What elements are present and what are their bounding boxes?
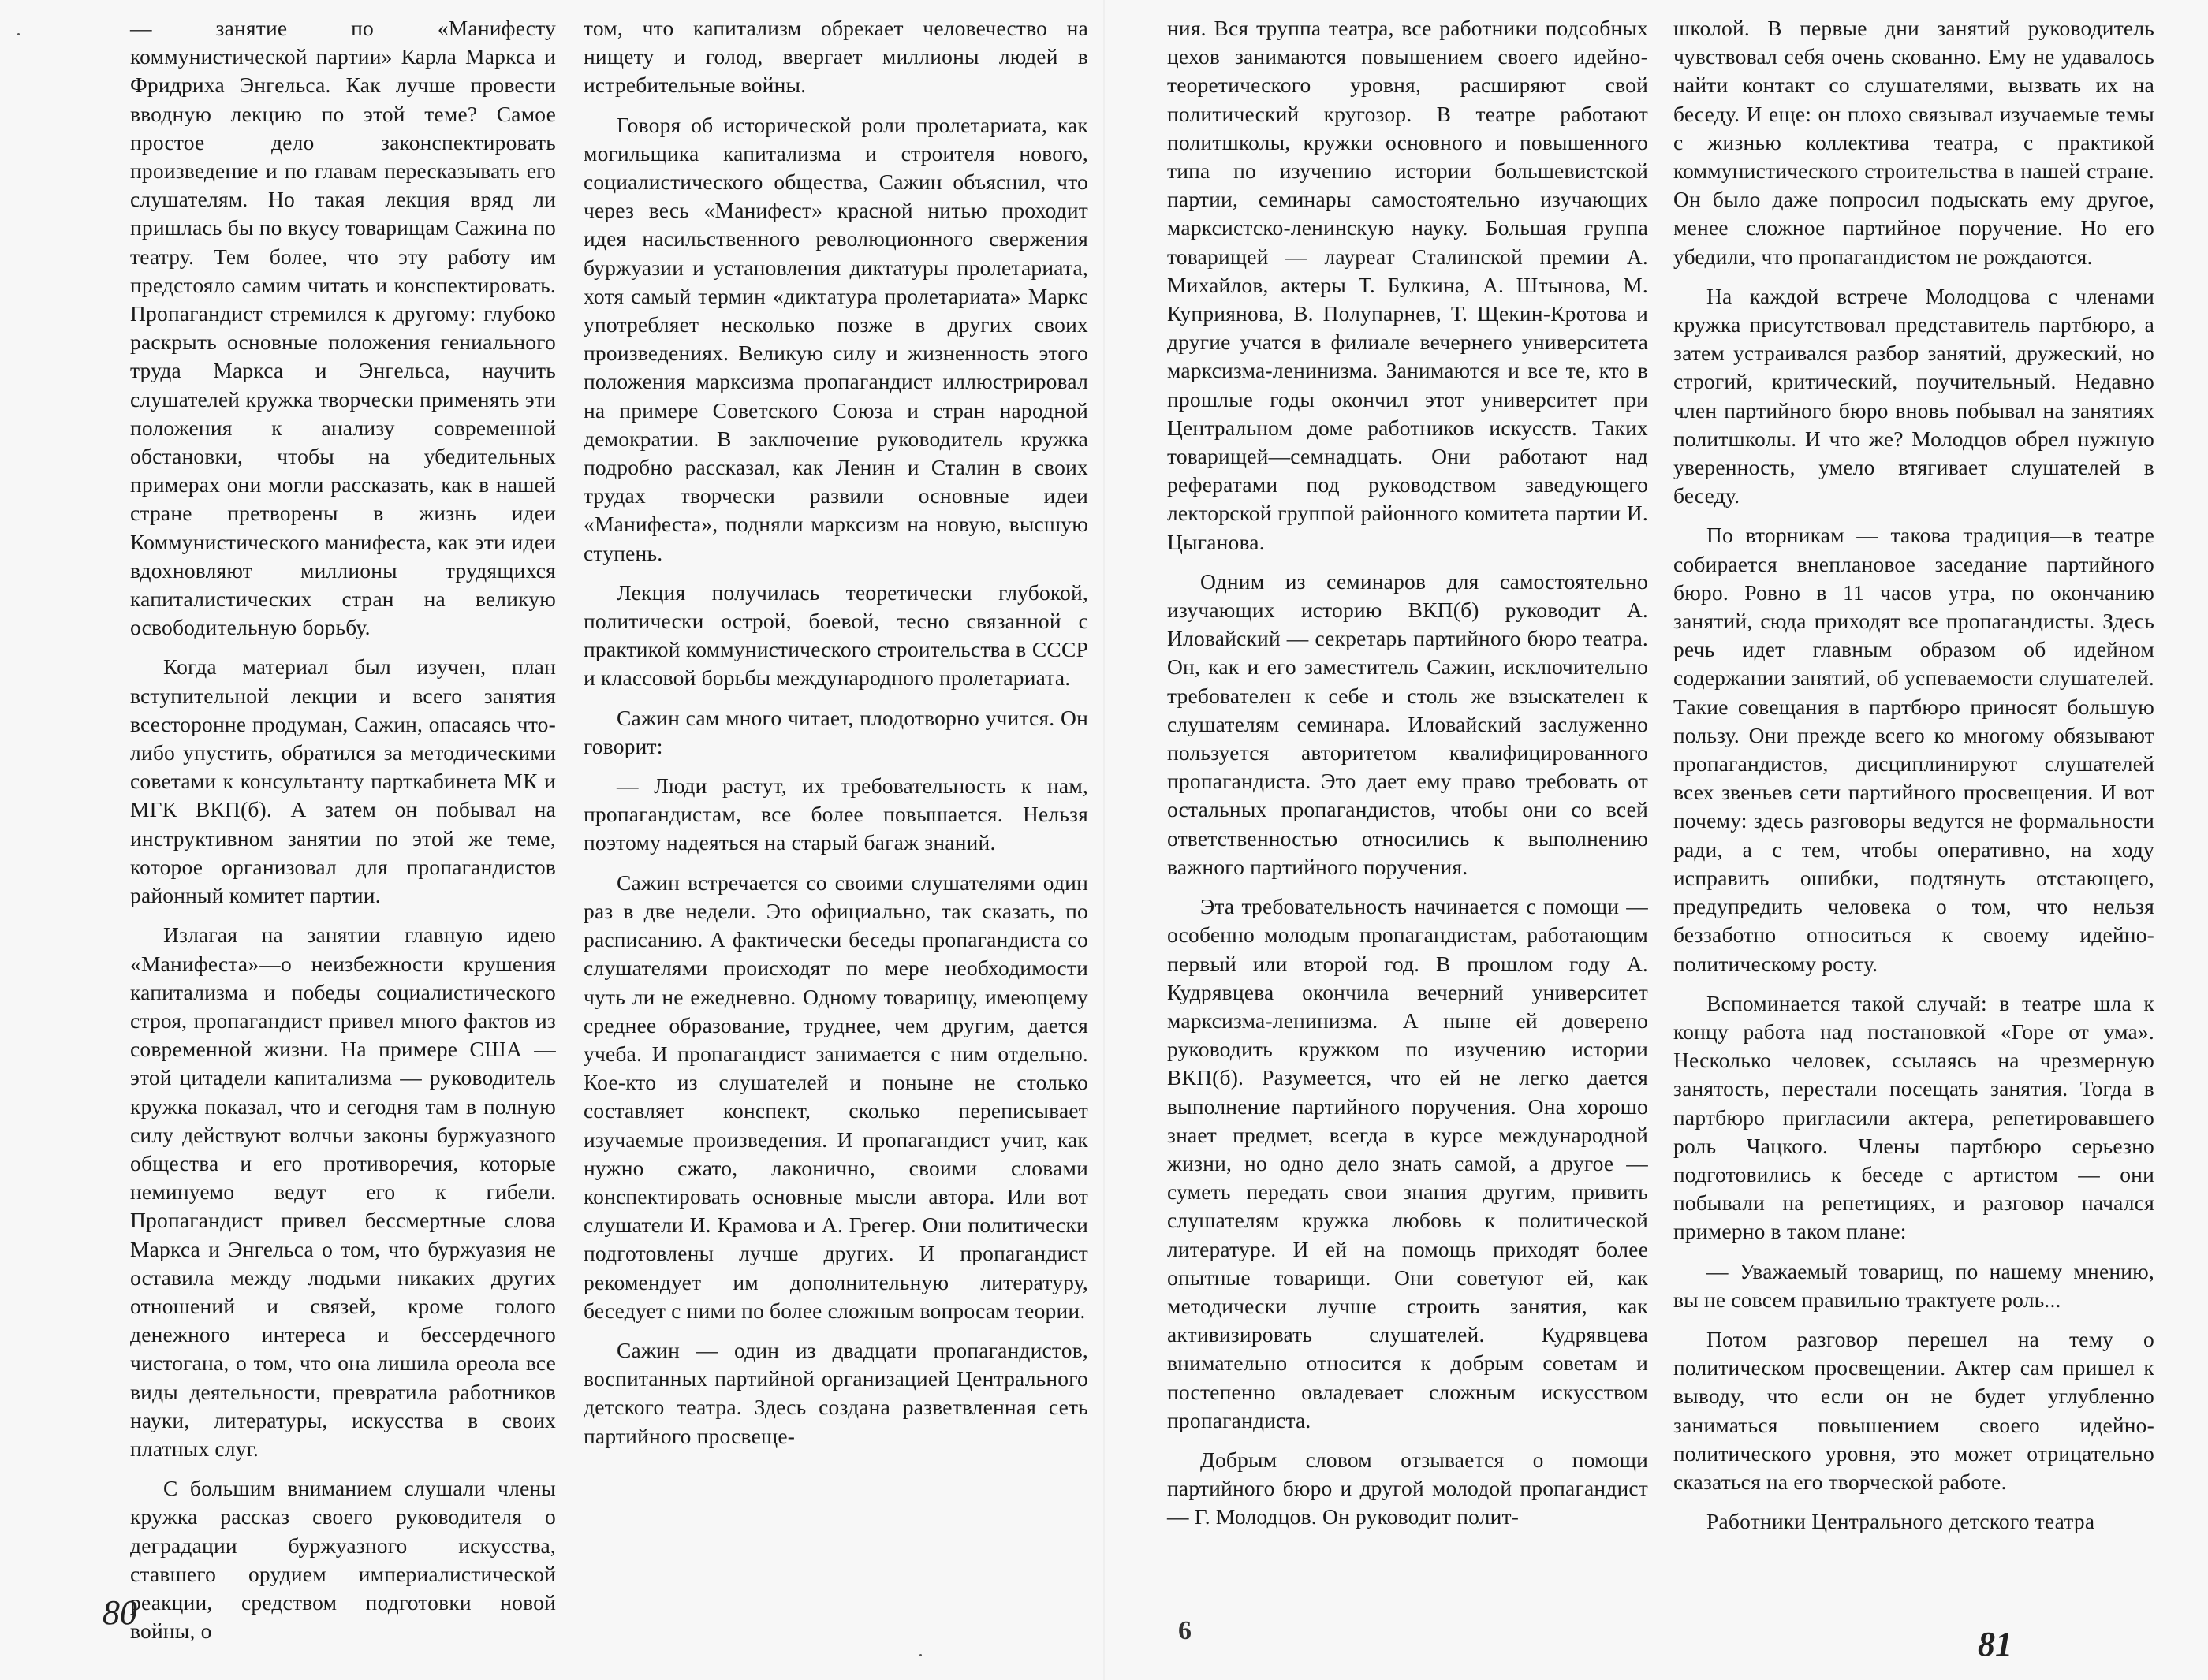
left-page-column-1 (130, 14, 556, 1656)
paragraph: школой. В первые дни занятий руководитель чувствовал себя очень скованно. Ему не удавалось найти контакт со слушателями, вызвать их на беседу. И еще: он плохо связывал изучаемые темы с жизнью коллектива театра, с практикой коммунистического строительства в нашей стране. Он было даже попросил подыскать ему другое, менее сложное партийное поручение. Но его убедили, что пропагандистом не рождаются. (1673, 16, 2154, 269)
paragraph: Говоря об исторической роли пролетариата, как могильщика капитализма и строителя нового, социалистического общества, Сажин объяснил, что через весь «Манифест» красной нитью проходит идея насильственного революционного свержения буржуазии и установления диктатуры пролетариата, хотя самый термин «диктатура пролетариата» Маркс употребляет несколько позже в других своих произведениях. Великую силу и жизненность этого положения марксизма пропагандист иллюстрировал на примере Советского Союза и стран народной демократии. В заключение руководитель кружка подробно рассказал, как Ленин и Сталин в своих трудах творчески развили основные идеи «Манифеста», подняли марксизм на новую, высшую ступень. (584, 112, 1088, 565)
paragraph: — Люди растут, их требовательность к нам, пропагандистам, все более повышается. Нельзя поэтому надеяться на старый багаж знаний. (584, 773, 1088, 855)
paragraph: Сажин — один из двадцати пропагандистов, воспитанных партийной организацией Центрального детского театра. Здесь создана разветвленная сеть партийного просвеще- (584, 1337, 1088, 1448)
paragraph: том, что капитализм обрекает человечество на нищету и голод, ввергает миллионы людей в истребительные войны. (584, 16, 1088, 98)
paragraph: Сажин встречается со своими слушателями один раз в две недели. Это официально, так сказать, по расписанию. А фактически беседы пропагандиста со слушателями происходят по мере необходимости чуть ли не ежедневно. Одному товарищу, имеющему среднее образование, труднее, чем другим, дается учеба. И пропагандист занимается с ним отдельно. Кое-кто из слушателей и поныне не столько составляет конспект, сколько переписывает изучаемые произведения. И пропагандист учит, как нужно сжато, лаконично, своими словами конспектировать основные мысли автора. Или вот слушатели И. Крамова и А. Грегер. Они политически подготовлены лучше других. И пропагандист рекомендует им дополнительную литературу, беседует с ними по более сложным вопросам теории. (584, 870, 1088, 1323)
paragraph: ния. Вся труппа театра, все работники подсобных цехов занимаются повышением своего идейно-теоретического уровня, расширяют свой политический кругозор. В театре работают политшколы, кружки основного и повышенного типа по изучению истории большевистской партии, семинары самостоятельно изучающих марксистско-ленинскую науку. Большая группа товарищей — лауреат Сталинской премии А. Михайлов, актеры Т. Булкина, А. Штынова, М. Куприянова, В. Полупарнев, Т. Щекин-Кротова и другие учатся в филиале вечернего университета марксизма-ленинизма. Занимаются и все те, кто в прошлые годы окончил этот университет при Центральном доме работников искусств. Таких товарищей—семнадцать. Они работают над рефератами под руководством заведующего лекторской группой районного комитета партии И. Цыганова. (1167, 16, 1648, 554)
page-number-left: 80 (103, 1593, 137, 1632)
page-gutter (1103, 0, 1105, 1680)
paragraph: — занятие по «Манифесту коммунистической партии» Карла Маркса и Фридриха Энгельса. Как лучше провести вводную лекцию по этой теме? Самое простое дело законспектировать произведение и по главам пересказывать его слушателям. Но такая лекция вряд ли пришлась бы по вкусу товарищам Сажина по театру. Тем более, что эту работу им предстояло самим читать и конспектировать. Пропагандист стремился к другому: глубоко раскрыть основные положения гениального труда Маркса и Энгельса, научить слушателей кружка творчески применять эти положения к анализу современной обстановки, чтобы на убедительных примерах они могли рассказать, как в нашей стране претворены в жизнь идеи Коммунистического манифеста, как эти идеи вдохновляют миллионы трудящихся капиталистических стран на великую освободительную борьбу. (130, 16, 556, 640)
paragraph: Добрым словом отзывается о помощи партийного бюро и другой молодой пропагандист — Г. Молодцов. Он руководит полит- (1167, 1447, 1648, 1529)
signature-mark: 6 (1178, 1616, 1192, 1645)
paragraph: По вторникам — такова традиция—в театре собирается внеплановое заседание партийного бюро. Ровно в 11 часов утра, по окончанию занятий, сюда приходят все пропагандисты. Здесь речь идет главным образом об идейном содержании занятий, об успеваемости слушателей. Такие совещания в партбюро приносят большую пользу. Они прежде всего ко многому обязывают пропагандистов, дисциплинируют слушателей всех звеньев сети партийного просвещения. И вот почему: здесь разговоры ведутся не формальности ради, а с тем, чтобы оперативно, на ходу исправить ошибки, подтянуть отстающего, предупредить человека о том, что нельзя беззаботно относиться к своему идейно-политическому росту. (1673, 523, 2154, 976)
scan-speck (919, 1654, 922, 1656)
page-number-right: 81 (1978, 1625, 2012, 1663)
scan-speck (17, 33, 20, 35)
paragraph: С большим вниманием слушали члены кружка рассказ своего руководителя о деградации буржуазного искусства, ставшего орудием империалистической реакции, средством подготовки новой войны, о (130, 1476, 556, 1644)
right-page-column-1 (1167, 14, 1648, 1543)
paragraph: Одним из семинаров для самостоятельно изучающих историю ВКП(б) руководит А. Иловайский — секретарь партийного бюро театра. Он, как и его заместитель Сажин, исключительно требователен к себе и столь же взыскателен к слушателям семинара. Иловайский заслуженно пользуется авторитетом квалифицированного пропагандиста. Это дает ему право требовать от остальных пропагандистов, чтобы они со всей ответственностью относились к выполнению важного партийного поручения. (1167, 568, 1648, 879)
paragraph: Когда материал был изучен, план вступительной лекции и всего занятия всесторонне продуман, Сажин, опасаясь что-либо упустить, обратился за методическими советами к консультанту парткабинета МК и МГК ВКП(б). А затем он побывал на инструктивном занятии по этой же теме, которое организовал для пропагандистов районный комитет партии. (130, 654, 556, 908)
paragraph: Сажин сам много читает, плодотворно учится. Он говорит: (584, 705, 1088, 758)
left-page-column-2 (584, 14, 1088, 1462)
paragraph: Потом разговор перешел на тему о политическом просвещении. Актер сам пришел к выводу, что если он не будет углубленно заниматься повышением своего идейно-политического уровня, это может отрицательно сказаться на его творческой работе. (1673, 1326, 2154, 1494)
right-page-column-2 (1673, 14, 2154, 1547)
paragraph: Работники Центрального детского театра (1706, 1509, 2095, 1534)
paragraph: Лекция получилась теоретически глубокой, политически острой, боевой, тесно связанной с практикой коммунистического строительства в СССР и классовой борьбы международного пролетариата. (584, 579, 1088, 691)
paragraph: Излагая на занятии главную идею «Манифеста»—о неизбежности крушения капитализма и победы социалистического строя, пропагандист привел много фактов из современной жизни. На примере США — этой цитадели капитализма — руководитель кружка показал, что и сегодня там в полную силу действуют волчьи законы буржуазного общества и его противоречия, которые неминуемо ведут его к гибели. Пропагандист привел бессмертные слова Маркса и Энгельса о том, что буржуазия не оставила между людьми никаких других отношений и связей, кроме голого денежного интереса и бессердечного чистогана, о том, что она лишила ореола все виды деятельности, превратила работников науки, литературы, искусства в своих платных слуг. (130, 922, 556, 1461)
paragraph: — Уважаемый товарищ, по нашему мнению, вы не совсем правильно трактуете роль... (1673, 1258, 2154, 1312)
paragraph: На каждой встрече Молодцова с членами кружка присутствовал представитель партбюро, а затем устраивался разбор занятий, дружеский, но строгий, критический, поучительный. Недавно член партийного бюро вновь побывал на занятиях политшколы. И что же? Молодцов обрел нужную уверенность, умело втягивает слушателей в беседу. (1673, 283, 2154, 508)
paragraph: Эта требовательность начинается с помощи — особенно молодым пропагандистам, работающим первый или второй год. В прошлом году А. Кудрявцева окончила вечерний университет марксизма-ленинизма. А ныне ей доверено руководить кружком по изучению истории ВКП(б). Разумеется, что ей не легко дается выполнение партийного поручения. Она хорошо знает предмет, всегда в курсе международной жизни, но одно дело знать самой, а другое — суметь передать свои знания другим, привить слушателям кружка любовь к политической литературе. И ей на помощь приходят более опытные товарищи. Они советуют ей, как методически лучше строить занятия, как активизировать слушателей. Кудрявцева внимательно относится к добрым советам и постепенно овладевает сложным искусством пропагандиста. (1167, 894, 1648, 1432)
paragraph: Вспоминается такой случай: в театре шла к концу работа над постановкой «Горе от ума». Несколько человек, ссылаясь на чрезмерную занятость, перестали посещать занятия. Тогда в партбюро пригласили актера, репетировавшего роль Чацкого. Члены партбюро серьезно подготовились к беседе с артистом — они побывали на репетициях, и разговор начался примерно в таком плане: (1673, 990, 2154, 1244)
